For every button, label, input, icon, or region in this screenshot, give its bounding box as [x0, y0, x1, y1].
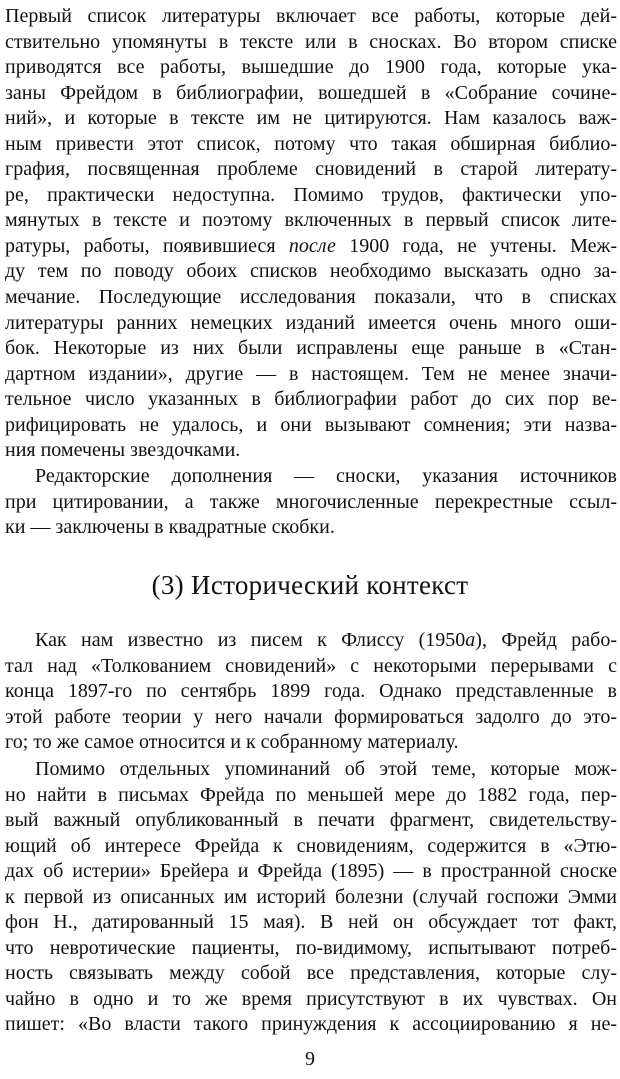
- text-line: пишет: «Во власти такого принуждения к ассоциированию я не-: [5, 1013, 617, 1036]
- text-line: мянутых в тексте и поэтому включенных в первый список лите-: [5, 209, 617, 232]
- text-line: что невротические пациенты, по-видимому, испытывают потреб-: [5, 936, 617, 959]
- text-line: бок. Некоторые из них были исправлены еще раньше в «Стан-: [5, 337, 617, 360]
- text-line: ний», и которые в тексте им не цитируются. Нам казалось важ-: [5, 107, 617, 130]
- text-line: тельное число указанных в библиографии работ до сих пор ве-: [5, 388, 617, 411]
- paragraph-early-mentions: [5, 757, 617, 1038]
- text-line: дартном издании», другие — в настоящем. Тем не менее значи-: [5, 362, 617, 385]
- text-line: при цитировании, а также многочисленные перекрестные ссыл-: [5, 490, 617, 513]
- text-line: дах об истерии» Брейера и Фрейда (1895) — в пространной сноске: [5, 860, 617, 883]
- text-line: ки — заключены в квадратные скобки.: [5, 516, 335, 539]
- text-line: ния помечены звездочками.: [5, 439, 241, 462]
- text-line: графия, посвященная проблеме сновидений в старой литерату-: [5, 158, 617, 181]
- text-run: ), Фрейд рабо-: [475, 629, 617, 651]
- text-line: вый важный опубликованный в печати фрагмент, свидетельству-: [5, 809, 617, 832]
- text-line: этой работе теории у него начали формироваться задолго до это-: [5, 705, 617, 728]
- paragraph-bibliography: [5, 4, 617, 464]
- text-run: 1900 года, не учтены. Меж-: [335, 234, 618, 257]
- text-line: [5, 234, 617, 260]
- text-line: Помимо отдельных упоминаний об этой теме, которые мож-: [35, 758, 617, 780]
- text-line: конца 1897-го по сентябрь 1899 года. Однако представленные в: [5, 680, 617, 703]
- text-line: ющий об интересе Фрейда к сновидениям, содержится в «Этю-: [5, 834, 617, 857]
- emphasis-text: a: [465, 629, 476, 651]
- text-line: чайно в одно и то же время присутствуют в их чувствах. Он: [5, 987, 617, 1010]
- text-line: приводятся все работы, вышедшие до 1900 года, которые ука-: [5, 56, 617, 79]
- text-line: ду тем по поводу обоих списков необходимо высказать одно за-: [5, 260, 617, 283]
- text-line: Редакторские дополнения — сноски, указания источников: [35, 465, 617, 487]
- text-line: ным привести этот список, потому что такая обширная библио-: [5, 132, 617, 155]
- paragraph-editorial-notes: [5, 464, 617, 541]
- text-line: литературы ранних немецких изданий имеется очень много оши-: [5, 311, 617, 334]
- text-line: [5, 628, 617, 654]
- text-line: тал над «Толкованием сновидений» с некоторыми перерывами с: [5, 654, 617, 677]
- text-line: ность связывать между собой все представления, которые слу-: [5, 962, 617, 985]
- text-run: ратуры, работы, появившиеся: [5, 234, 289, 257]
- section-heading: (3) Исторический контекст: [151, 570, 469, 600]
- text-line: го; то же самое относится и к собранному материалу.: [5, 731, 459, 754]
- text-line: ре, практически недоступна. Помимо трудов, фактически упо-: [5, 183, 617, 206]
- text-line: заны Фрейдом в библиографии, вошедшей в «Собрание сочине-: [5, 81, 617, 104]
- emphasis-text: после: [288, 234, 336, 257]
- text-line: рифицировать не удалось, и они вызывают сомнения; эти назва-: [5, 413, 617, 436]
- paragraph-historical-context: [5, 628, 617, 756]
- text-line: Первый список литературы включает все работы, которые дей-: [5, 5, 617, 27]
- text-line: фон Н., датированный 15 мая). В ней он обсуждает тот факт,: [5, 911, 617, 934]
- text-run: Как нам известно из писем к Флиссу (1950: [35, 629, 466, 651]
- page-number: 9: [305, 1048, 315, 1070]
- text-line: но найти в письмах Фрейда по меньшей мере до 1882 года, пер-: [5, 783, 617, 806]
- text-line: к первой из описанных им историй болезни (случай госпожи Эмми: [5, 885, 617, 908]
- text-line: ствительно упомянуты в тексте или в сносках. Во втором списке: [5, 30, 617, 53]
- text-line: мечание. Последующие исследования показали, что в списках: [5, 286, 617, 309]
